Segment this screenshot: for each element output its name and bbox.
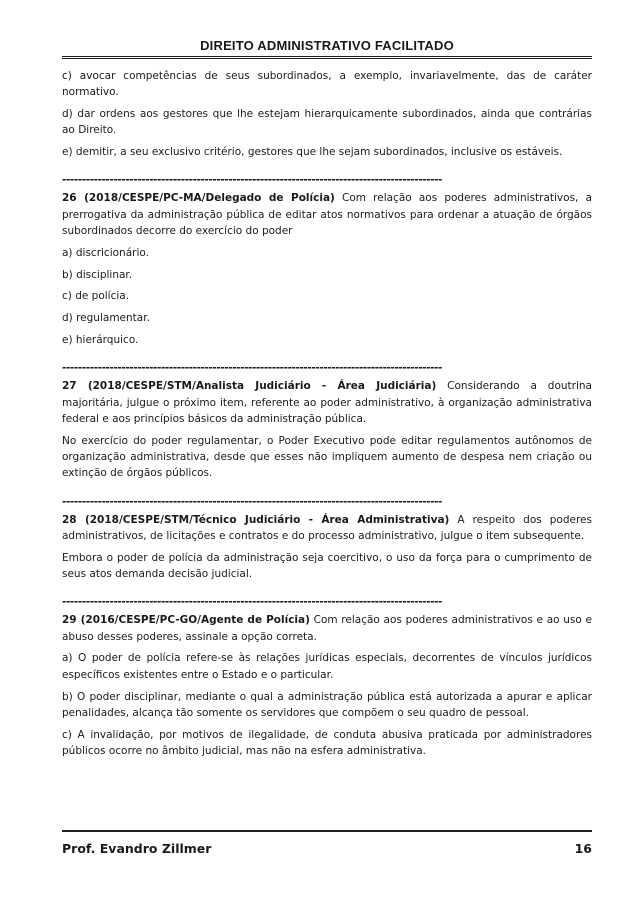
question-27-statement	[62, 378, 592, 427]
question-26-option-a: a) discricionário.	[62, 246, 149, 259]
page-number: 16	[574, 841, 592, 856]
question-26-ref: 26 (2018/CESPE/PC-MA/Delegado de Polícia)	[62, 192, 335, 205]
separator-line: ------------------------------------------------------------------------------------------------	[62, 596, 442, 609]
question-26-statement	[62, 190, 592, 239]
option-d: d) dar ordens aos gestores que lhe estejam hierarquicamente subordinados, ainda que contrárias ao Direito.	[62, 108, 592, 137]
question-26-option-d: d) regulamentar.	[62, 312, 150, 325]
question-29-option-a: a) O poder de polícia refere-se às relações jurídicas especiais, decorrentes de vínculos jurídicos específicos existentes entre o Estado e o particular.	[62, 652, 592, 681]
separator-line: ------------------------------------------------------------------------------------------------	[62, 495, 442, 508]
question-27-ref: 27 (2018/CESPE/STM/Analista Judiciário - Área Judiciária)	[62, 380, 437, 393]
question-29-option-b: b) O poder disciplinar, mediante o qual a administração pública está autorizada a apurar e aplicar penalidades, alcança tão somente os servidores que compõem o seu quadro de pessoal.	[62, 690, 592, 719]
question-28-text: A respeito dos poderes administrativos, de licitações e contratos e do processo administrativo, julgue o item subsequente.	[62, 513, 592, 542]
question-27-text: Considerando a doutrina majoritária, julgue o próximo item, referente ao poder administrativo, à organização administrativa federal e aos princípios básicos da administração pública.	[62, 380, 592, 425]
question-26-text: Com relação aos poderes administrativos, a prerrogativa da administração pública de editar atos normativos para ordenar a atuação de órgãos subordinados decorre do exercício do poder	[62, 192, 592, 238]
option-e: e) demitir, a seu exclusivo critério, gestores que lhe sejam subordinados, inclusive os estáveis.	[62, 146, 563, 159]
separator-line: ------------------------------------------------------------------------------------------------	[62, 174, 442, 187]
question-26-option-b: b) disciplinar.	[62, 268, 133, 281]
page-content	[62, 68, 592, 765]
page-header-title: DIREITO ADMINISTRATIVO FACILITADO	[200, 38, 454, 53]
footer-author: Prof. Evandro Zillmer	[62, 841, 212, 856]
separator-line: ------------------------------------------------------------------------------------------------	[62, 362, 442, 375]
question-27-item: No exercício do poder regulamentar, o Poder Executivo pode editar regulamentos autônomos de organização administrativa, desde que esses não impliquem aumento de despesa nem criação ou extinção de órgãos públicos.	[62, 434, 592, 480]
footer-rule	[62, 830, 592, 832]
question-29-statement	[62, 612, 592, 645]
header-rule	[62, 56, 592, 59]
question-26-option-c: c) de polícia.	[62, 290, 130, 303]
question-26-option-e: e) hierárquico.	[62, 334, 139, 347]
question-28-ref: 28 (2018/CESPE/STM/Técnico Judiciário - Área Administrativa)	[62, 513, 450, 526]
question-28-item: Embora o poder de polícia da administração seja coercitivo, o uso da força para o cumprimento de seus atos demanda decisão judicial.	[62, 551, 592, 581]
option-c: c) avocar competências de seus subordinados, a exemplo, invariavelmente, das de caráter normativo.	[62, 70, 592, 99]
question-29-option-c: c) A invalidação, por motivos de ilegalidade, de conduta abusiva praticada por administradores públicos ocorre no âmbito judicial, mas não na esfera administrativa.	[62, 728, 592, 757]
question-28-statement	[62, 512, 592, 545]
question-29-text: Com relação aos poderes administrativos e ao uso e abuso desses poderes, assinale a opção correta.	[62, 614, 592, 643]
question-29-ref: 29 (2016/CESPE/PC-GO/Agente de Polícia)	[62, 614, 310, 627]
